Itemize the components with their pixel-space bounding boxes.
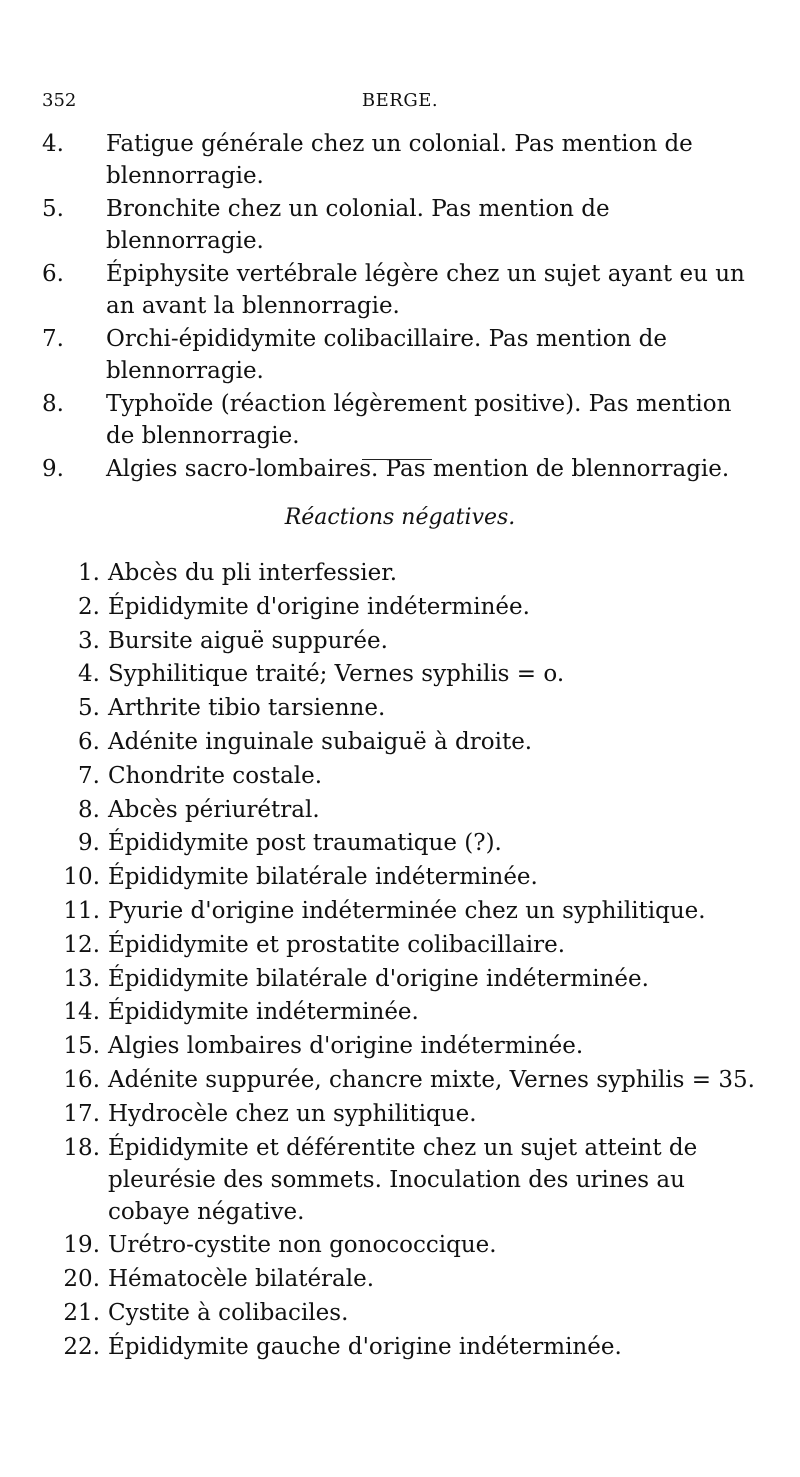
list-item bbox=[42, 861, 762, 893]
list-item bbox=[42, 827, 762, 859]
list-item bbox=[42, 929, 762, 961]
item-number: 2. bbox=[78, 593, 100, 620]
item-text: Épididymite d'origine indéterminée. bbox=[108, 593, 530, 620]
list-item bbox=[42, 1331, 762, 1363]
item-number: 6. bbox=[42, 261, 64, 287]
item-text: Typhoïde (réaction légèrement positive). Pas mention de blennorragie. bbox=[106, 391, 732, 449]
section-divider bbox=[362, 459, 432, 460]
item-text: Adénite inguinale subaiguë à droite. bbox=[108, 728, 533, 755]
item-text: Épididymite et prostatite colibacillaire. bbox=[108, 931, 566, 958]
item-text: Chondrite costale. bbox=[108, 762, 323, 789]
item-text: Fatigue générale chez un colonial. Pas mention de blennorragie. bbox=[106, 131, 693, 189]
negative-reactions-list bbox=[42, 557, 762, 1365]
item-number: 7. bbox=[42, 326, 64, 352]
item-number: 4. bbox=[78, 661, 100, 688]
list-item bbox=[42, 453, 762, 485]
list-item bbox=[42, 591, 762, 623]
item-number: 9. bbox=[42, 456, 64, 482]
item-number: 5. bbox=[78, 695, 100, 722]
list-item bbox=[42, 1030, 762, 1062]
item-text: Épiphysite vertébrale légère chez un sujet ayant eu un an avant la blennorragie. bbox=[106, 261, 745, 319]
page-header bbox=[42, 90, 758, 116]
list-item bbox=[42, 1229, 762, 1261]
list-item bbox=[42, 625, 762, 657]
item-number: 9. bbox=[78, 830, 100, 857]
list-item bbox=[42, 258, 762, 322]
item-text: Épididymite gauche d'origine indéterminée. bbox=[108, 1333, 622, 1360]
item-number: 1. bbox=[78, 560, 100, 586]
item-number: 8. bbox=[42, 391, 64, 417]
item-number: 15. bbox=[63, 1033, 100, 1060]
item-number: 20. bbox=[63, 1266, 100, 1293]
list-item bbox=[42, 1098, 762, 1130]
list-item bbox=[42, 895, 762, 927]
item-text: Arthrite tibio tarsienne. bbox=[108, 695, 386, 722]
item-text: Épididymite indéterminée. bbox=[108, 999, 419, 1026]
item-number: 3. bbox=[78, 627, 100, 654]
item-text: Algies sacro-lombaires. Pas mention de blennorragie. bbox=[106, 456, 730, 482]
item-number: 16. bbox=[63, 1066, 100, 1093]
item-number: 12. bbox=[63, 931, 100, 958]
list-item bbox=[42, 1132, 762, 1228]
item-text: Épididymite et déférentite chez un sujet atteint de pleurésie des sommets. Inoculation des urines au cobaye négative. bbox=[108, 1134, 698, 1225]
item-text: Abcès périurétral. bbox=[108, 796, 320, 823]
list-item bbox=[42, 692, 762, 724]
item-number: 14. bbox=[63, 999, 100, 1026]
list-item bbox=[42, 193, 762, 257]
item-text: Orchi-épididymite colibacillaire. Pas mention de blennorragie. bbox=[106, 326, 668, 384]
item-text: Adénite suppurée, chancre mixte, Vernes syphilis = 35. bbox=[108, 1066, 755, 1093]
list-item bbox=[42, 658, 762, 690]
list-item bbox=[42, 963, 762, 995]
list-item bbox=[42, 1064, 762, 1096]
positive-reactions-list bbox=[42, 128, 762, 486]
item-text: Pyurie d'origine indéterminée chez un syphilitique. bbox=[108, 897, 706, 924]
item-number: 11. bbox=[63, 897, 100, 924]
section-title: Réactions négatives. bbox=[284, 505, 516, 530]
list-item bbox=[42, 794, 762, 826]
item-text: Bronchite chez un colonial. Pas mention de blennorragie. bbox=[106, 196, 610, 254]
list-item bbox=[42, 760, 762, 792]
list-item bbox=[42, 557, 762, 589]
item-text: Épididymite bilatérale d'origine indéterminée. bbox=[108, 965, 649, 992]
list-item bbox=[42, 1297, 762, 1329]
item-number: 19. bbox=[63, 1232, 100, 1259]
item-text: Épididymite bilatérale indéterminée. bbox=[108, 864, 538, 891]
item-text: Épididymite post traumatique (?). bbox=[108, 830, 502, 857]
item-text: Algies lombaires d'origine indéterminée. bbox=[108, 1033, 584, 1060]
item-number: 4. bbox=[42, 131, 64, 157]
item-number: 5. bbox=[42, 196, 64, 222]
list-item bbox=[42, 726, 762, 758]
list-item bbox=[42, 1263, 762, 1295]
item-number: 18. bbox=[63, 1134, 100, 1161]
item-text: Cystite à colibaciles. bbox=[108, 1299, 349, 1326]
list-item bbox=[42, 388, 762, 452]
item-text: Bursite aiguë suppurée. bbox=[108, 627, 388, 654]
item-number: 22. bbox=[63, 1333, 100, 1360]
item-text: Abcès du pli interfessier. bbox=[108, 560, 398, 586]
item-number: 17. bbox=[63, 1100, 100, 1127]
item-number: 10. bbox=[63, 864, 100, 891]
list-item bbox=[42, 323, 762, 387]
item-number: 8. bbox=[78, 796, 100, 823]
item-text: Syphilitique traité; Vernes syphilis = o. bbox=[108, 661, 565, 688]
list-item bbox=[42, 128, 762, 192]
item-text: Urétro-cystite non gonococcique. bbox=[108, 1232, 497, 1259]
running-head: BERGE. bbox=[361, 90, 439, 111]
item-number: 21. bbox=[63, 1299, 100, 1326]
item-text: Hématocèle bilatérale. bbox=[108, 1266, 375, 1293]
item-number: 7. bbox=[78, 762, 100, 789]
item-text: Hydrocèle chez un syphilitique. bbox=[108, 1100, 477, 1127]
item-number: 13. bbox=[63, 965, 100, 992]
list-item bbox=[42, 996, 762, 1028]
page-number: 352 bbox=[42, 90, 77, 111]
item-number: 6. bbox=[78, 728, 100, 755]
